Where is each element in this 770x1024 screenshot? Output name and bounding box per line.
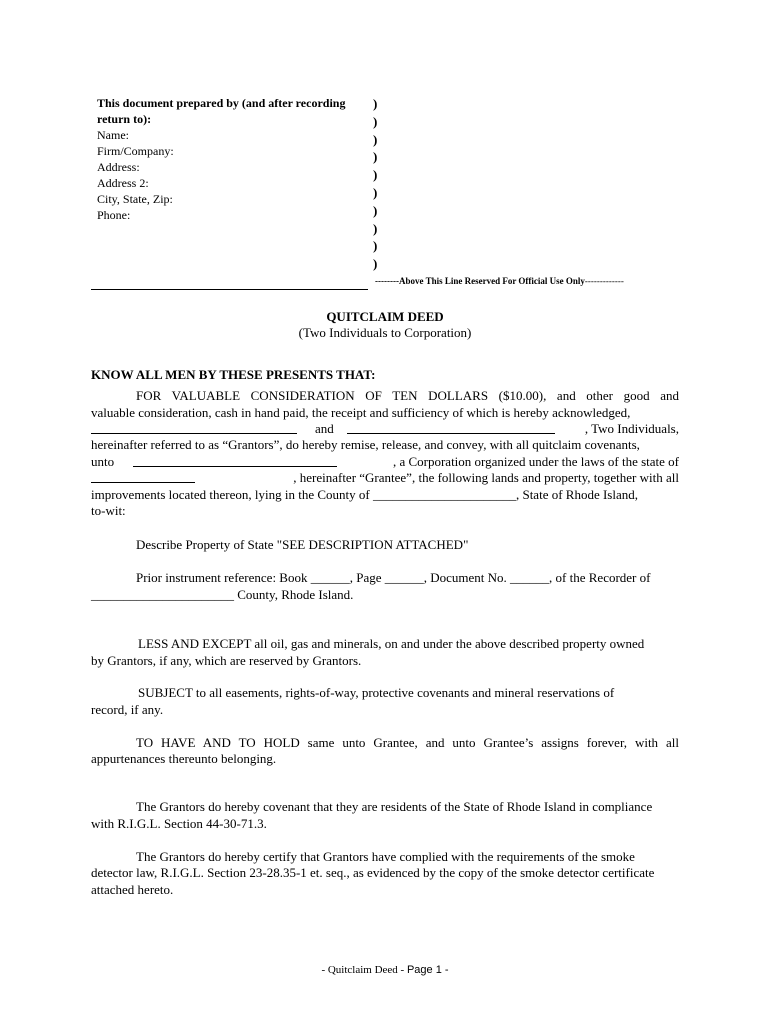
paren: )	[373, 202, 378, 218]
preparer-field-city-state-zip: City, State, Zip:	[97, 192, 173, 206]
habendum-line1: TO HAVE AND TO HOLD same unto Grantee, and unto Grantee’s assigns forever, with all	[136, 735, 679, 750]
subject-line2: record, if any.	[91, 702, 164, 717]
official-trail: -------------	[584, 276, 624, 286]
unto-word: unto	[91, 454, 115, 469]
recording-rule	[91, 289, 368, 290]
residency-line2: with R.I.G.L. Section 44-30-71.3.	[91, 816, 267, 831]
prior-reference-line2: ______________________ County, Rhode Island.	[91, 587, 354, 602]
preparer-field-address2: Address 2:	[97, 176, 149, 190]
habendum-line2: appurtenances thereunto belonging.	[91, 751, 277, 766]
grantor2-blank[interactable]	[347, 421, 555, 434]
preparer-field-name: Name:	[97, 128, 129, 142]
preparer-field-firm: Firm/Company:	[97, 144, 174, 158]
describe-property: Describe Property of State "SEE DESCRIPTION ATTACHED"	[136, 537, 469, 552]
consideration-line7: improvements located thereon, lying in the County of ______________________, State of Rhode Island,	[91, 487, 639, 502]
grantor1-blank[interactable]	[91, 421, 297, 434]
official-dashes: --------	[375, 276, 399, 286]
paren: )	[373, 256, 378, 272]
preparer-field-address: Address:	[97, 160, 140, 174]
preparer-field-phone: Phone:	[97, 208, 131, 222]
two-individuals: , Two Individuals,	[584, 421, 679, 436]
subject-line1: SUBJECT to all easements, rights-of-way, protective covenants and mineral reservations of	[138, 685, 615, 700]
document-subtitle: (Two Individuals to Corporation)	[298, 325, 472, 340]
paren: )	[373, 238, 378, 254]
grantee-text: , hereinafter “Grantee”, the following lands and property, together with all	[293, 470, 679, 485]
consideration-line1: FOR VALUABLE CONSIDERATION OF TEN DOLLARS ($10.00), and other good and	[136, 388, 679, 403]
footer-label: - Quitclaim Deed -	[321, 964, 407, 976]
residency-line1: The Grantors do hereby covenant that they are residents of the State of Rhode Island in compliance	[136, 799, 653, 814]
preparer-block	[97, 95, 345, 223]
consideration-line4: hereinafter referred to as “Grantors”, do hereby remise, release, and convey, with all quitclaim covenants,	[91, 437, 640, 452]
paren: )	[373, 131, 378, 147]
preparer-heading-line1: This document prepared by (and after recording	[97, 96, 346, 110]
page-footer	[0, 964, 770, 976]
paren: )	[373, 149, 378, 165]
official-use-line	[375, 276, 624, 286]
paren: )	[373, 167, 378, 183]
state-blank[interactable]	[91, 470, 195, 483]
smoke-line3: attached hereto.	[91, 882, 174, 897]
less-except-line2: by Grantors, if any, which are reserved by Grantors.	[91, 653, 362, 668]
bracket-column	[373, 95, 385, 273]
corporation-text: , a Corporation organized under the laws of the state of	[392, 454, 679, 469]
preparer-heading-line2: return to):	[97, 112, 152, 126]
and-word: and	[315, 421, 334, 436]
consideration-line8: to-wit:	[91, 503, 126, 518]
smoke-line1: The Grantors do hereby certify that Grantors have complied with the requirements of the smoke	[136, 849, 635, 864]
paren: )	[373, 184, 378, 200]
less-except-line1: LESS AND EXCEPT all oil, gas and minerals, on and under the above described property owned	[138, 636, 645, 651]
paren: )	[373, 220, 378, 236]
grantee-blank[interactable]	[133, 454, 337, 467]
document-title: QUITCLAIM DEED	[326, 309, 444, 324]
footer-page-number: Page 1 -	[406, 964, 449, 976]
official-use-text: Above This Line Reserved For Official Use Only	[398, 276, 585, 286]
prior-reference-line1: Prior instrument reference: Book ______, Page ______, Document No. ______, of the Recorder of	[136, 570, 651, 585]
paren: )	[373, 96, 378, 111]
smoke-line2: detector law, R.I.G.L. Section 23-28.35-1 et. seq., as evidenced by the copy of the smoke detector certificate	[91, 865, 655, 880]
know-all-heading: KNOW ALL MEN BY THESE PRESENTS THAT:	[91, 367, 376, 382]
paren: )	[373, 113, 378, 129]
consideration-line2: valuable consideration, cash in hand paid, the receipt and sufficiency of which is hereby acknowledged,	[91, 405, 631, 420]
